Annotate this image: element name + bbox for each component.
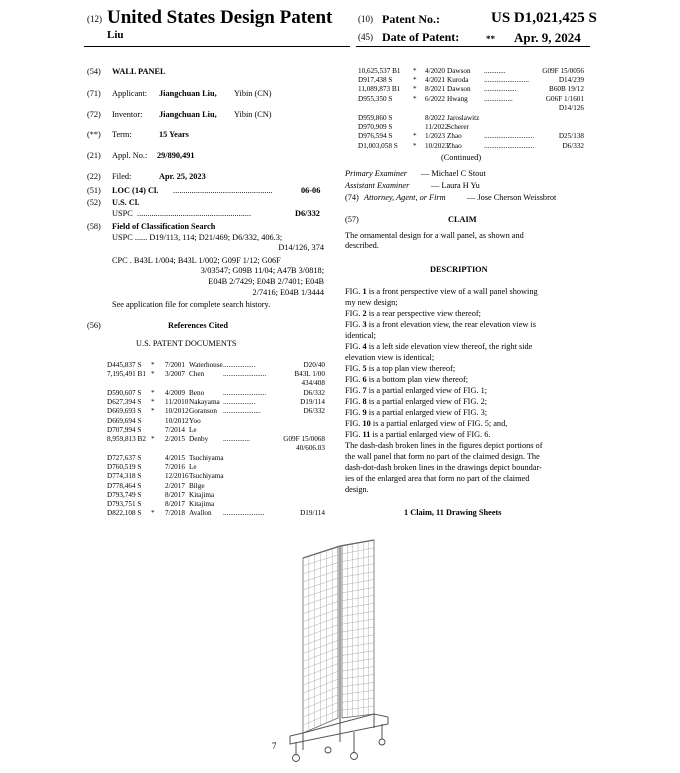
reference-name: Nakayama: [189, 398, 220, 407]
reference-number: D445,837 S: [107, 361, 142, 369]
attorney-label: Attorney, Agent, or Firm: [364, 193, 446, 202]
us-patent-documents-heading: U.S. PATENT DOCUMENTS: [136, 339, 237, 348]
description-text: The dash-dash broken lines in the figures depict portions of: [345, 441, 543, 450]
title-code: (54): [87, 67, 101, 76]
reference-leader: ............: [484, 67, 506, 75]
reference-date: 4/2015: [165, 454, 185, 462]
field-label: Field of Classification Search: [112, 222, 216, 231]
reference-leader: ...............: [223, 434, 250, 443]
figure-number: 9: [362, 408, 367, 417]
reference-row: [358, 67, 584, 76]
reference-name: Jaroslawitz: [447, 114, 480, 122]
references-group-3: [107, 454, 327, 518]
description-text: design.: [345, 485, 369, 494]
reference-name: Hwang: [447, 94, 468, 103]
reference-row: [107, 435, 327, 444]
reference-class: D6/332: [303, 389, 325, 397]
uscl-value: D6/332: [295, 209, 320, 218]
search-history-note: See application file for complete search history.: [112, 300, 271, 309]
reference-number: D627,394 S: [107, 398, 142, 407]
description-text: FIG.: [345, 419, 363, 428]
field-cpc-line4: 2/7416; E04B 1/3444: [252, 288, 324, 297]
reference-number: D793,749 S: [107, 490, 142, 499]
reference-leader: .........................: [484, 76, 529, 85]
reference-number: D669,693 S: [107, 407, 142, 416]
description-line: [345, 440, 585, 451]
reference-row: [107, 407, 327, 416]
reference-row: [107, 361, 327, 370]
reference-date: 4/2009: [165, 389, 185, 397]
references-right-group-1: [358, 67, 584, 113]
primary-examiner-label: Primary Examiner: [345, 169, 407, 178]
figure-number: 10: [362, 419, 371, 428]
field-uspc-line2: D14/126, 374: [278, 243, 324, 252]
reference-star: *: [151, 509, 155, 518]
reference-name: Dawson: [447, 67, 471, 75]
description-line: [345, 473, 585, 484]
reference-number: 11,089,873 B1: [358, 85, 401, 94]
description-text: my new design;: [345, 298, 398, 307]
description-text: is a top plan view thereof;: [366, 364, 456, 373]
reference-name: Goranson: [189, 407, 217, 416]
caster-wheel: [293, 755, 300, 762]
reference-star: *: [413, 132, 417, 141]
inventor-name: Jiangchuan Liu,: [159, 110, 217, 119]
reference-class: D6/332: [562, 141, 584, 150]
inventor-place: Yibin (CN): [234, 110, 272, 119]
figure-number: 4: [362, 342, 367, 351]
reference-star: *: [151, 407, 155, 416]
reference-number: D1,003,058 S: [358, 141, 398, 150]
reference-date: 2/2015: [165, 434, 185, 443]
description-line: [345, 352, 585, 363]
uscl-label: U.S. Cl.: [112, 198, 140, 207]
description-text: is a partial enlarged view of FIG. 3;: [366, 408, 488, 417]
reference-star: *: [151, 398, 155, 407]
description-text: FIG.: [345, 408, 363, 417]
header-rule-right: [356, 46, 590, 47]
reference-star: *: [413, 94, 417, 103]
reference-row: [107, 389, 327, 398]
reference-row: [358, 95, 584, 104]
figure-number: 3: [362, 320, 367, 329]
reference-row: [107, 417, 327, 426]
reference-row-continuation: [358, 104, 584, 113]
reference-date: 8/2017: [165, 499, 185, 508]
references-group-1: [107, 361, 327, 389]
description-text: FIG.: [345, 342, 363, 351]
attorney-name: — Jose Cherson Weissbrot: [467, 193, 557, 202]
claim-code: (57): [345, 215, 359, 224]
date-code: (45): [358, 32, 373, 42]
reference-name: Bilge: [189, 481, 205, 490]
claim-text-line1: The ornamental design for a wall panel, as shown and: [345, 231, 524, 240]
reference-row: [107, 500, 327, 509]
reference-star: *: [151, 361, 155, 369]
header-rule-left: [84, 46, 350, 47]
loc-label: LOC (14) Cl.: [112, 186, 159, 195]
reference-name: Denby: [189, 434, 209, 443]
reference-row: [107, 472, 327, 481]
loc-value: 06-06: [301, 186, 321, 195]
reference-date: 12/2016: [165, 472, 189, 481]
description-line: [345, 363, 585, 374]
reference-number: 7,195,491 B1: [107, 370, 146, 379]
reference-class: D20/40: [303, 361, 325, 369]
description-line: [345, 429, 585, 440]
applicant-place: Yibin (CN): [234, 89, 272, 98]
reference-leader: ............................: [484, 141, 535, 150]
field-cpc-line1: CPC . B43L 1/004; B43L 1/002; G09F 1/12; G06F: [112, 256, 281, 265]
description-line: [345, 341, 585, 352]
reference-number: D774,318 S: [107, 472, 142, 481]
description-text: FIG.: [345, 287, 363, 296]
figure-number: 6: [362, 375, 367, 384]
reference-name: Kuroda: [447, 76, 469, 85]
applicant-code: (71): [87, 89, 101, 98]
reference-class: G06F 1/1601: [545, 94, 584, 103]
description-line: [345, 297, 585, 308]
reference-name: Zhao: [447, 141, 462, 150]
description-text: FIG.: [345, 430, 363, 439]
description-line: [345, 396, 585, 407]
date-marker: **: [486, 34, 495, 44]
reference-number: D778,464 S: [107, 481, 142, 490]
filed-code: (22): [87, 172, 101, 181]
reference-number: D822,108 S: [107, 509, 142, 518]
reference-number: D970,909 S: [358, 123, 393, 132]
reference-name: Dawson: [447, 85, 471, 94]
reference-date: 8/2021: [425, 85, 445, 94]
appl-label: Appl. No.:: [112, 151, 148, 160]
description-text: is a rear perspective view thereof;: [366, 309, 481, 318]
reference-row: [358, 123, 584, 132]
reference-number: D976,594 S: [358, 132, 393, 141]
reference-number: D669,694 S: [107, 416, 142, 425]
reference-star: *: [413, 67, 417, 75]
figure-number: 5: [362, 364, 367, 373]
reference-number: D917,438 S: [358, 76, 393, 85]
reference-date: 11/2022: [425, 123, 449, 132]
reference-name: Kitajima: [189, 490, 215, 499]
reference-class-continued: D14/126: [558, 103, 584, 112]
reference-name: Scherer: [447, 123, 469, 132]
doc-kind-code: (12): [87, 14, 102, 24]
uscl-leader: .......................................................: [137, 209, 252, 218]
reference-number: D727,637 S: [107, 454, 142, 462]
reference-row: [358, 114, 584, 123]
reference-name: Beno: [189, 389, 205, 397]
loc-code: (51): [87, 186, 101, 195]
reference-name: Zhao: [447, 132, 462, 141]
reference-name: Waterhouse: [189, 361, 223, 369]
reference-date: 10/2012: [165, 407, 189, 416]
reference-leader: ........................: [223, 389, 267, 397]
reference-date: 8/2022: [425, 114, 445, 122]
description-text: is a bottom plan view thereof;: [366, 375, 469, 384]
uscl-sub: USPC: [112, 209, 133, 218]
reference-row: [107, 463, 327, 472]
reference-date: 11/2010: [165, 398, 189, 407]
claims-summary: 1 Claim, 11 Drawing Sheets: [404, 508, 502, 517]
description-line: [345, 484, 585, 495]
description-heading: DESCRIPTION: [430, 265, 488, 274]
refs-code: (56): [87, 321, 101, 330]
description-line: [345, 308, 585, 319]
claim-text-line2: described.: [345, 241, 379, 250]
reference-number: D760,519 S: [107, 463, 142, 472]
references-continued: (Continued): [441, 153, 482, 162]
description-text: is a partial enlarged view of FIG. 6.: [370, 430, 491, 439]
assistant-examiner-label: Assistant Examiner: [345, 181, 410, 190]
description-text: FIG.: [345, 364, 363, 373]
description-text: is a partial enlarged view of FIG. 1;: [366, 386, 488, 395]
patent-number-code: (10): [358, 14, 373, 24]
description-text: dash-dot-dash broken lines in the drawings depict boundar-: [345, 463, 542, 472]
reference-name: Chen: [189, 370, 205, 379]
figure-number: 7: [362, 386, 367, 395]
caster-wheel: [351, 753, 358, 760]
description-line: [345, 385, 585, 396]
term-label: Term:: [112, 130, 132, 139]
description-text: is a front elevation view, the rear elevation view is: [366, 320, 536, 329]
caster-wheel: [325, 747, 331, 753]
reference-date: 2/2017: [165, 481, 185, 490]
inventor-code: (72): [87, 110, 101, 119]
description-text: is a partial enlarged view of FIG. 5; and,: [370, 419, 508, 428]
reference-star: *: [151, 389, 155, 397]
date-of-patent-label: Date of Patent:: [382, 30, 460, 44]
reference-row: [358, 85, 584, 94]
reference-class: D19/114: [300, 398, 325, 407]
description-line: [345, 462, 585, 473]
reference-row: [107, 509, 327, 518]
reference-row-continuation: [107, 379, 327, 388]
term-value: 15 Years: [159, 130, 189, 139]
reference-name: Kitajima: [189, 499, 215, 508]
inventor-label: Inventor:: [112, 110, 143, 119]
reference-star: *: [151, 370, 155, 379]
caster-wheel: [379, 739, 385, 745]
description-line: [345, 418, 585, 429]
references-cited-heading: References Cited: [168, 321, 228, 330]
description-line: [345, 374, 585, 385]
description-text: is a partial enlarged view of FIG. 2;: [366, 397, 488, 406]
reference-leader: ..................: [484, 85, 517, 94]
description-text: is a front perspective view of a wall panel showing: [366, 287, 538, 296]
reference-name: Le: [189, 463, 197, 472]
patent-title: WALL PANEL: [112, 67, 166, 76]
reference-number: D959,860 S: [358, 114, 393, 122]
description-text: the wall panel that form no part of the claimed design. The: [345, 452, 540, 461]
reference-leader: ........................: [223, 370, 267, 379]
description-text: FIG.: [345, 309, 363, 318]
inventor-short-name: Liu: [107, 29, 124, 41]
reference-class: D6/332: [303, 407, 325, 416]
reference-name: Yoo: [189, 416, 201, 425]
description-line: [345, 319, 585, 330]
reference-class: D14/239: [558, 76, 584, 85]
reference-number: D590,607 S: [107, 389, 142, 397]
reference-number: 8,959,813 B2: [107, 434, 146, 443]
description-line: [345, 407, 585, 418]
reference-date: 1/2023: [425, 132, 445, 141]
description-text: FIG.: [345, 386, 363, 395]
reference-number: D955,350 S: [358, 94, 393, 103]
attorney-code: (74): [345, 193, 359, 202]
reference-date: 4/2021: [425, 76, 445, 85]
filed-label: Filed:: [112, 172, 132, 181]
applicant-name: Jiangchuan Liu,: [159, 89, 217, 98]
reference-row: [107, 398, 327, 407]
reference-class: D25/138: [558, 132, 584, 141]
filed-date: Apr. 25, 2023: [159, 172, 206, 181]
field-cpc-line2: 3/03547; G09B 11/04; A47B 3/0818;: [200, 266, 324, 275]
reference-date: 4/2020: [425, 67, 445, 75]
reference-leader: .......................: [223, 509, 265, 518]
reference-leader: ..................: [223, 361, 256, 369]
reference-name: Avallon: [189, 509, 212, 518]
figure-number: 11: [362, 430, 371, 439]
reference-row: [107, 454, 327, 463]
description-text: ies of the enlarged area that form no part of the claimed: [345, 474, 530, 483]
description-text: FIG.: [345, 320, 363, 329]
reference-date: 7/2018: [165, 509, 185, 518]
reference-class: D19/114: [300, 509, 325, 518]
field-uspc-line1: USPC ...... D19/113, 114; D21/469; D6/332, 406.3;: [112, 233, 283, 242]
patent-number: US D1,021,425 S: [491, 10, 597, 26]
description-line: [345, 286, 585, 297]
wall-panel-figure: [270, 528, 410, 768]
reference-row: [358, 132, 584, 141]
description-text: is a left side elevation view thereof, the right side: [366, 342, 533, 351]
reference-name: Tsuchiyama: [189, 472, 224, 481]
reference-name: Tsuchiyama: [189, 454, 224, 462]
reference-date: 8/2017: [165, 490, 185, 499]
references-right-group-2: [358, 114, 584, 151]
reference-row: [107, 370, 327, 379]
applicant-label: Applicant:: [112, 89, 148, 98]
reference-date: 10/2023: [425, 141, 449, 150]
reference-row: [358, 142, 584, 151]
reference-leader: ................: [484, 94, 513, 103]
term-code: (**): [87, 130, 101, 139]
document-title: United States Design Patent: [107, 7, 333, 28]
reference-row: [107, 482, 327, 491]
reference-class: G09F 15/0068: [283, 434, 325, 443]
reference-row: [107, 426, 327, 435]
reference-star: *: [413, 85, 417, 94]
references-group-2: [107, 389, 327, 453]
reference-row-continuation: [107, 444, 327, 453]
reference-star: *: [413, 76, 417, 85]
appl-code: (21): [87, 151, 101, 160]
reference-class: G09F 15/0056: [542, 67, 584, 75]
reference-row: [358, 76, 584, 85]
figure-label: 7: [272, 741, 277, 751]
reference-class-continued: 40/606.03: [296, 444, 325, 453]
reference-row: [107, 491, 327, 500]
reference-class-continued: 434/408: [301, 379, 325, 388]
reference-date: 3/2007: [165, 370, 185, 379]
field-cpc-line3: E04B 2/7429; E04B 2/7401; E04B: [208, 277, 324, 286]
reference-leader: ..................: [223, 398, 256, 407]
reference-leader: .....................: [223, 407, 261, 416]
field-code: (58): [87, 222, 101, 231]
reference-number: D707,994 S: [107, 425, 142, 434]
reference-date: 7/2016: [165, 463, 185, 472]
assistant-examiner: — Laura H Yu: [431, 181, 480, 190]
loc-leader: ................................................: [173, 186, 273, 195]
reference-date: 7/2001: [165, 361, 185, 369]
description-text: FIG.: [345, 397, 363, 406]
description-text: elevation view is identical;: [345, 353, 435, 362]
description-text: FIG.: [345, 375, 363, 384]
reference-date: 6/2022: [425, 94, 445, 103]
reference-date: 7/2014: [165, 425, 185, 434]
description-text: identical;: [345, 331, 376, 340]
reference-star: *: [413, 141, 417, 150]
date-of-patent: Apr. 9, 2024: [514, 30, 581, 45]
claim-heading: CLAIM: [448, 215, 477, 224]
figure-number: 1: [362, 287, 367, 296]
uscl-code: (52): [87, 198, 101, 207]
figure-number: 8: [362, 397, 367, 406]
reference-number: D793,751 S: [107, 499, 142, 508]
figure-number: 2: [362, 309, 367, 318]
description-line: [345, 330, 585, 341]
reference-class: B43L 1/00: [294, 370, 325, 379]
reference-number: 10,625,537 B1: [358, 67, 401, 75]
reference-star: *: [151, 434, 155, 443]
description-body: [345, 286, 585, 495]
primary-examiner: — Michael C Stout: [421, 169, 486, 178]
reference-date: 10/2012: [165, 416, 189, 425]
reference-leader: ............................: [484, 132, 535, 141]
patent-number-label: Patent No.:: [382, 12, 440, 26]
description-line: [345, 451, 585, 462]
reference-name: Le: [189, 425, 197, 434]
reference-class: B60B 19/12: [549, 85, 584, 94]
appl-number: 29/890,491: [157, 151, 195, 160]
